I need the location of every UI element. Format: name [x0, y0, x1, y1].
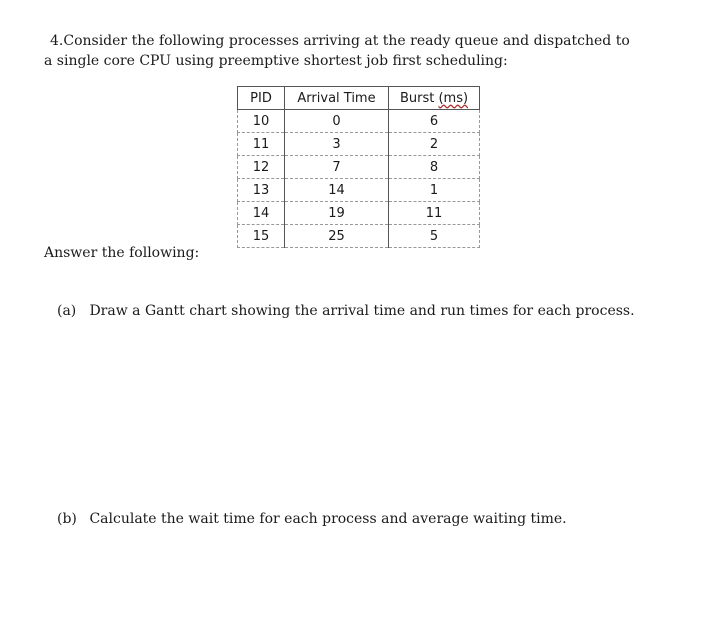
header-burst — [389, 87, 480, 110]
answer-heading: Answer the following: — [44, 245, 200, 261]
table-row — [238, 202, 480, 225]
cell-arrival: 7 — [285, 156, 389, 179]
part-a — [57, 303, 635, 319]
cell-arrival: 0 — [285, 110, 389, 133]
process-table — [237, 86, 480, 248]
cell-pid: 14 — [238, 202, 285, 225]
table-row — [238, 179, 480, 202]
cell-arrival: 19 — [285, 202, 389, 225]
cell-pid: 11 — [238, 133, 285, 156]
cell-burst: 2 — [389, 133, 480, 156]
header-pid: PID — [238, 87, 285, 110]
table-row — [238, 225, 480, 248]
table-row — [238, 133, 480, 156]
part-a-label: (a) — [57, 303, 77, 319]
cell-burst: 5 — [389, 225, 480, 248]
cell-pid: 12 — [238, 156, 285, 179]
cell-arrival: 3 — [285, 133, 389, 156]
cell-pid: 15 — [238, 225, 285, 248]
table-header-row — [238, 87, 480, 110]
table-row — [238, 156, 480, 179]
question-line-2: a single core CPU using preemptive shortest job first scheduling: — [44, 53, 508, 69]
cell-arrival: 25 — [285, 225, 389, 248]
cell-arrival: 14 — [285, 179, 389, 202]
part-b-text: Calculate the wait time for each process and average waiting time. — [89, 511, 567, 527]
cell-burst: 1 — [389, 179, 480, 202]
header-arrival-time: Arrival Time — [285, 87, 389, 110]
cell-burst: 11 — [389, 202, 480, 225]
table-row — [238, 110, 480, 133]
cell-burst: 6 — [389, 110, 480, 133]
cell-pid: 10 — [238, 110, 285, 133]
question-line-1: 4.Consider the following processes arriving at the ready queue and dispatched to — [50, 33, 630, 49]
cell-pid: 13 — [238, 179, 285, 202]
part-b-label: (b) — [57, 511, 77, 527]
part-a-text: Draw a Gantt chart showing the arrival time and run times for each process. — [89, 303, 635, 319]
cell-burst: 8 — [389, 156, 480, 179]
header-burst-unit: (ms) — [438, 90, 469, 106]
header-burst-word: Burst — [399, 90, 435, 106]
part-b — [57, 511, 567, 527]
